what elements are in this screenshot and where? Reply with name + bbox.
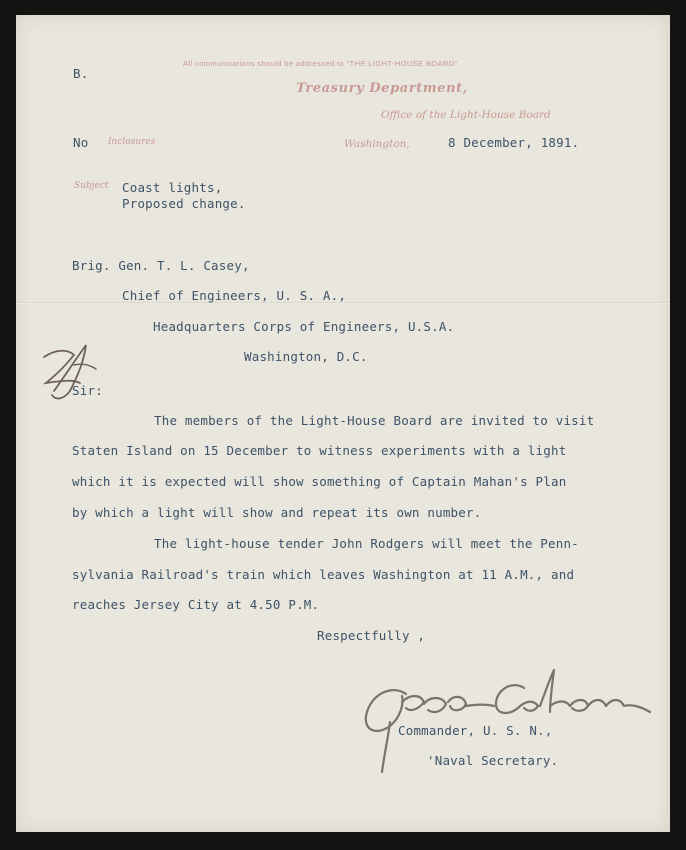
- addressee-name: Brig. Gen. T. L. Casey,: [72, 258, 250, 273]
- letterhead-office: Office of the Light-House Board: [381, 109, 551, 121]
- letterhead-department: Treasury Department,: [296, 81, 468, 96]
- body-line-2: Staten Island on 15 December to witness experiments with a light: [72, 443, 567, 458]
- letter-page: [16, 15, 670, 832]
- letter-date: 8 December, 1891.: [448, 135, 580, 150]
- file-mark: B.: [73, 66, 89, 81]
- body-line-1: The members of the Light-House Board are invited to visit: [154, 413, 595, 428]
- addressee-title: Chief of Engineers, U. S. A.,: [122, 288, 347, 303]
- body-line-6: sylvania Railroad's train which leaves Washington at 11 A.M., and: [72, 567, 575, 582]
- number-label: No: [73, 135, 89, 150]
- letterhead-notice: All communications should be addressed to "THE LIGHT-HOUSE BOARD".: [183, 59, 461, 68]
- salutation: Sir:: [72, 383, 103, 398]
- pencil-margin-mark: [34, 335, 104, 407]
- addressee-city: Washington, D.C.: [244, 349, 368, 364]
- body-line-3: which it is expected will show something of Captain Mahan's Plan: [72, 474, 567, 489]
- subject-line-2: Proposed change.: [122, 196, 246, 211]
- letterhead-place-label: Washington,: [344, 138, 410, 150]
- body-line-4: by which a light will show and repeat its own number.: [72, 505, 482, 520]
- signer-position: 'Naval Secretary.: [427, 753, 559, 768]
- subject-line-1: Coast lights,: [122, 180, 223, 195]
- addressee-office: Headquarters Corps of Engineers, U.S.A.: [153, 319, 455, 334]
- body-line-5: The light-house tender John Rodgers will meet the Penn-: [154, 536, 579, 551]
- letterhead-inclosures-label: Inclosures: [108, 137, 156, 147]
- body-line-7: reaches Jersey City at 4.50 P.M.: [72, 597, 320, 612]
- signer-rank: Commander, U. S. N.,: [398, 723, 553, 738]
- handwritten-signature: [354, 660, 654, 780]
- closing: Respectfully ,: [317, 628, 426, 643]
- letterhead-subject-label: Subject: [74, 181, 109, 191]
